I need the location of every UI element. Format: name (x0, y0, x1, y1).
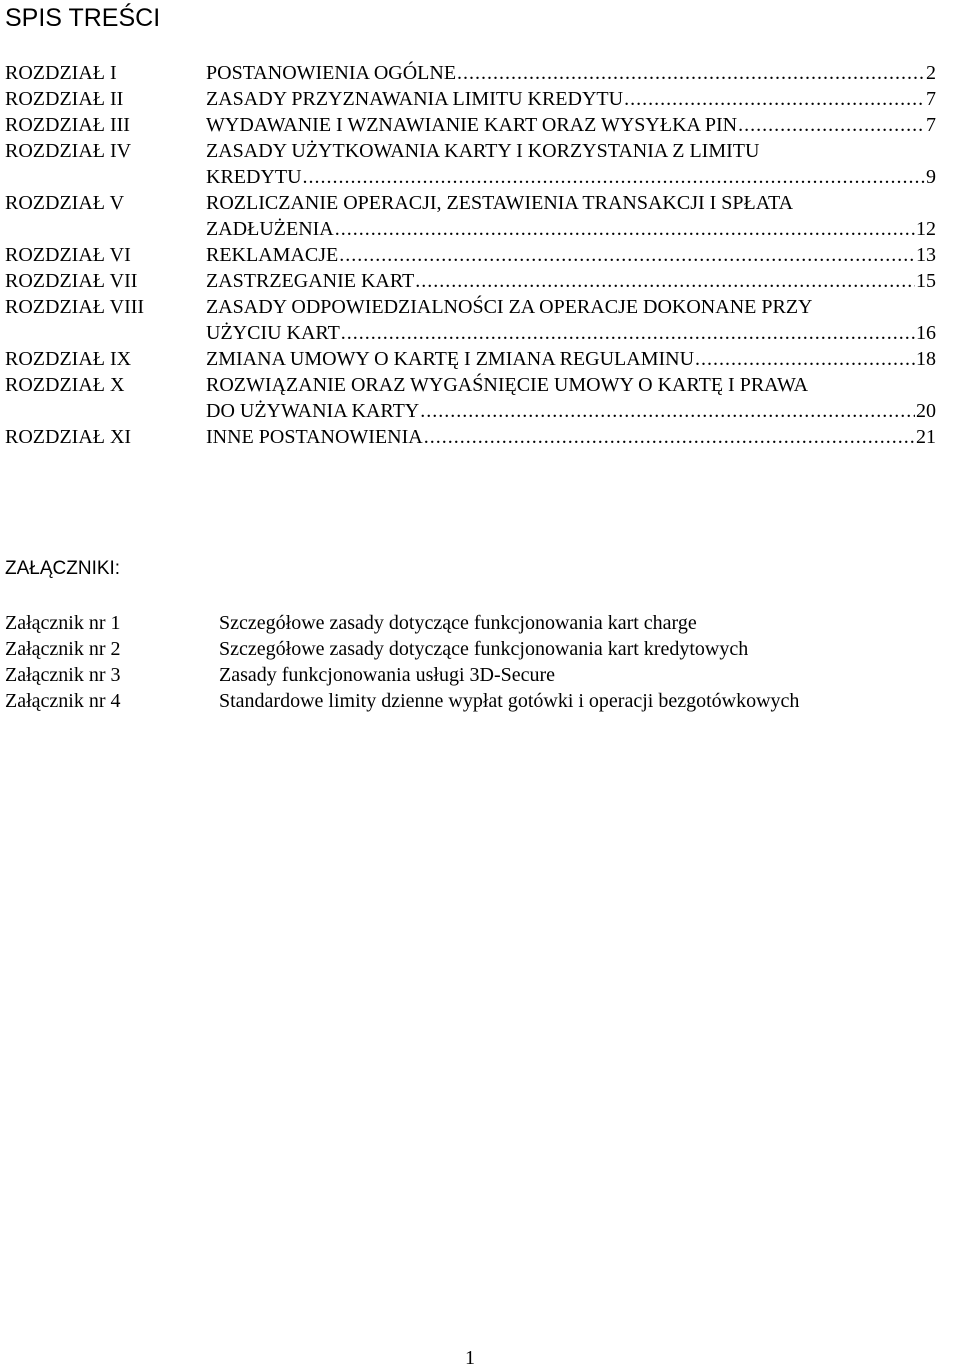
chapter-label: ROZDZIAŁ IX (5, 348, 132, 370)
dot-leader (624, 86, 925, 112)
attachment-item (0, 662, 960, 688)
chapter-title: ZASADY PRZYZNAWANIA LIMITU KREDYTU (206, 88, 624, 110)
chapter-page-number: 15 (916, 270, 936, 292)
chapter-title-line (206, 268, 936, 294)
chapter-title-line (206, 242, 936, 268)
chapter-label: ROZDZIAŁ VI (5, 244, 131, 266)
chapter-title-line (206, 60, 936, 86)
chapter-title-first-line: ZASADY UŻYTKOWANIA KARTY I KORZYSTANIA Z LIMITU (206, 140, 760, 162)
dot-leader (424, 424, 915, 450)
attachment-label: Załącznik nr 3 (5, 664, 121, 686)
attachment-label: Załącznik nr 4 (5, 690, 121, 712)
dot-leader (457, 60, 925, 86)
chapter-title-line (206, 424, 936, 450)
toc-entry-chapter-10 (0, 372, 960, 424)
chapter-title-block (206, 242, 936, 268)
attachment-item (0, 636, 960, 662)
toc-entry-chapter-4 (0, 138, 960, 190)
chapter-title-first-line: ROZLICZANIE OPERACJI, ZESTAWIENIA TRANSAKCJI I SPŁATA (206, 192, 794, 214)
dot-leader (303, 164, 925, 190)
chapter-title-line (206, 216, 936, 242)
chapter-title-line (206, 164, 936, 190)
chapter-title-line (206, 86, 936, 112)
chapter-label: ROZDZIAŁ I (5, 62, 117, 84)
chapter-label: ROZDZIAŁ VIII (5, 296, 145, 318)
toc-entry-chapter-2 (0, 86, 960, 112)
chapter-title: POSTANOWIENIA OGÓLNE (206, 62, 457, 84)
chapter-title-block (206, 60, 936, 86)
chapter-label: ROZDZIAŁ X (5, 374, 125, 396)
chapter-label: ROZDZIAŁ IV (5, 140, 132, 162)
attachments-list (0, 610, 960, 714)
chapter-label: ROZDZIAŁ II (5, 88, 124, 110)
chapter-label: ROZDZIAŁ III (5, 114, 130, 136)
chapter-title-line (206, 346, 936, 372)
chapter-title-line (206, 112, 936, 138)
chapter-title-first-line: ROZWIĄZANIE ORAZ WYGAŚNIĘCIE UMOWY O KARTĘ I PRAWA (206, 374, 809, 396)
chapter-label: ROZDZIAŁ V (5, 192, 125, 214)
dot-leader (738, 112, 925, 138)
chapter-title: WYDAWANIE I WZNAWIANIE KART ORAZ WYSYŁKA PIN (206, 114, 738, 136)
attachment-item (0, 688, 960, 714)
chapter-page-number: 18 (916, 348, 936, 370)
chapter-page-number: 9 (926, 166, 936, 188)
table-of-contents (0, 60, 960, 450)
chapter-title-block (206, 112, 936, 138)
dot-leader (420, 398, 915, 424)
dot-leader (415, 268, 915, 294)
chapter-title: INNE POSTANOWIENIA (206, 426, 423, 448)
toc-entry-chapter-6 (0, 242, 960, 268)
toc-title: SPIS TREŚCI (5, 4, 161, 32)
toc-entry-chapter-11 (0, 424, 960, 450)
attachment-label: Załącznik nr 2 (5, 638, 121, 660)
chapter-title-block (206, 190, 936, 242)
chapter-title-continuation: ZADŁUŻENIA (206, 218, 334, 240)
chapter-label: ROZDZIAŁ VII (5, 270, 138, 292)
chapter-title-block (206, 268, 936, 294)
attachment-description: Standardowe limity dzienne wypłat gotówki i operacji bezgotówkowych (219, 690, 800, 712)
dot-leader (695, 346, 915, 372)
page-number-footer: 1 (465, 1347, 475, 1369)
attachment-item (0, 610, 960, 636)
chapter-title-line (206, 398, 936, 424)
chapter-title-continuation: KREDYTU (206, 166, 302, 188)
chapter-title: REKLAMACJE (206, 244, 339, 266)
chapter-title-block (206, 138, 936, 190)
chapter-page-number: 20 (916, 400, 936, 422)
attachments-heading: ZAŁĄCZNIKI: (5, 558, 121, 579)
attachment-label: Załącznik nr 1 (5, 612, 121, 634)
toc-entry-chapter-5 (0, 190, 960, 242)
attachment-description: Szczegółowe zasady dotyczące funkcjonowania kart kredytowych (219, 638, 749, 660)
toc-entry-chapter-7 (0, 268, 960, 294)
attachment-description: Szczegółowe zasady dotyczące funkcjonowania kart charge (219, 612, 697, 634)
toc-entry-chapter-9 (0, 346, 960, 372)
chapter-page-number: 13 (916, 244, 936, 266)
chapter-page-number: 16 (916, 322, 936, 344)
chapter-title-block (206, 372, 936, 424)
dot-leader (341, 320, 915, 346)
chapter-title-line (206, 320, 936, 346)
chapter-title-first-line: ZASADY ODPOWIEDZIALNOŚCI ZA OPERACJE DOKONANE PRZY (206, 296, 813, 318)
chapter-page-number: 7 (926, 114, 936, 136)
attachment-description: Zasady funkcjonowania usługi 3D-Secure (219, 664, 556, 686)
toc-entry-chapter-1 (0, 60, 960, 86)
toc-entry-chapter-3 (0, 112, 960, 138)
chapter-page-number: 2 (926, 62, 936, 84)
chapter-page-number: 7 (926, 88, 936, 110)
dot-leader (335, 216, 915, 242)
chapter-title-block (206, 294, 936, 346)
chapter-title-continuation: UŻYCIU KART (206, 322, 340, 344)
chapter-title-block (206, 86, 936, 112)
chapter-label: ROZDZIAŁ XI (5, 426, 132, 448)
chapter-page-number: 12 (916, 218, 936, 240)
chapter-title: ZASTRZEGANIE KART (206, 270, 415, 292)
chapter-page-number: 21 (916, 426, 936, 448)
toc-entry-chapter-8 (0, 294, 960, 346)
chapter-title-block (206, 424, 936, 450)
chapter-title: ZMIANA UMOWY O KARTĘ I ZMIANA REGULAMINU (206, 348, 695, 370)
dot-leader (339, 242, 915, 268)
chapter-title-block (206, 346, 936, 372)
chapter-title-continuation: DO UŻYWANIA KARTY (206, 400, 420, 422)
